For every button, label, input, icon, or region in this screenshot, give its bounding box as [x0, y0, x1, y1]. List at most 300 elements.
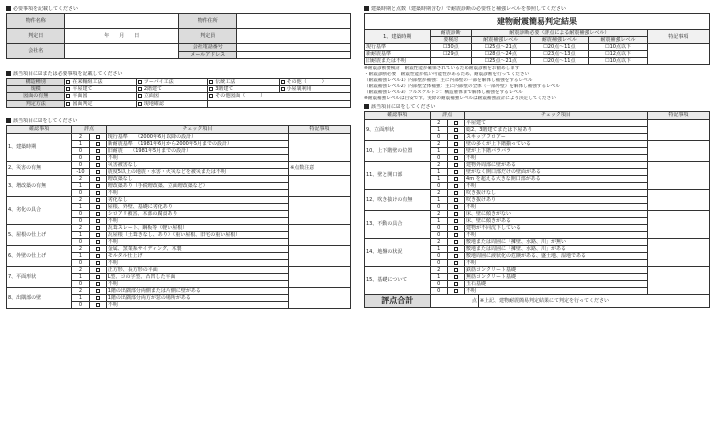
total-label: 評点合計 [365, 294, 431, 307]
check-item-name: 8、出隅部の壁 [7, 287, 72, 308]
checkbox[interactable] [454, 142, 458, 146]
result-cell[interactable]: ☐28点～24点 [471, 51, 530, 58]
check-item-text: 建物が不同沈下している [465, 224, 648, 231]
company-phone-label: 会社電話番号 [178, 44, 236, 52]
checkbox-cell[interactable] [447, 231, 464, 238]
result-cell[interactable]: ☐23点～13点 [530, 51, 589, 58]
check-item-text: 金属、窯業系サイディング、木製 [106, 245, 288, 252]
score-value: 1 [430, 273, 447, 280]
result-row-label: 現行基準 [365, 44, 431, 51]
check-item-text: 玉石基礎 [465, 280, 648, 287]
check-item-name: 3、増改築の有無 [7, 175, 72, 196]
checkbox-cell[interactable] [89, 210, 106, 217]
score-value: -10 [72, 168, 89, 175]
table-row [365, 189, 710, 196]
check-item-text: 敷地周囲に液状化の危険がある、盛土地、湿地である [465, 252, 648, 259]
check-item-name: 14、地盤の状況 [365, 238, 431, 266]
note-cell[interactable] [647, 140, 709, 161]
check-item-text: 瓦葺スレート、鋼板等（軽い屋根） [106, 224, 288, 231]
checkbox[interactable] [66, 102, 70, 106]
checkbox[interactable] [96, 170, 100, 174]
checkbox[interactable] [454, 268, 458, 272]
checkbox-cell[interactable] [89, 238, 106, 245]
spec-option[interactable]: その他図面（ ） [208, 93, 351, 100]
check-item-name: 4、劣化の具合 [7, 196, 72, 224]
checkbox-cell[interactable] [447, 161, 464, 168]
col-check-header: チェック項目 [465, 111, 648, 119]
checkbox[interactable] [96, 156, 100, 160]
col-note-header: 特記事項 [289, 125, 351, 133]
checkbox[interactable] [66, 80, 70, 84]
checkbox-cell[interactable] [89, 175, 106, 182]
note-cell[interactable] [289, 245, 351, 266]
score-value: 1 [430, 175, 447, 182]
spec-option[interactable]: 現地確認 [136, 100, 207, 107]
checkbox-cell[interactable] [447, 252, 464, 259]
checkbox-cell[interactable] [89, 231, 106, 238]
checkbox-cell[interactable] [447, 133, 464, 140]
checkbox[interactable] [138, 80, 142, 84]
result-col-level: 耐震補強レベル [471, 37, 530, 44]
checkbox-cell[interactable] [447, 245, 464, 252]
checkbox[interactable] [96, 177, 100, 181]
score-value: 2 [430, 119, 447, 126]
result-notes [364, 66, 710, 103]
section-heading: 該当項目に☑をしてください [6, 118, 351, 125]
checkbox-cell[interactable] [89, 133, 106, 140]
result-cell[interactable]: ☐25点～21点 [471, 44, 530, 51]
checkbox[interactable] [454, 135, 458, 139]
table-row [365, 266, 710, 273]
right-column [364, 6, 710, 308]
check-item-text: 正方形、長方形の平面 [106, 266, 288, 273]
checkbox[interactable] [96, 268, 100, 272]
section-heading: 必要事項を記載してください [6, 6, 351, 13]
result-cell[interactable]: ☐10点以下 [589, 44, 648, 51]
result-cell[interactable]: ☐25点～21点 [471, 58, 530, 65]
checkbox-cell[interactable] [89, 168, 106, 175]
checkbox[interactable] [454, 156, 458, 160]
check-item-text: 不明 [106, 259, 288, 266]
table-row [365, 119, 710, 126]
spec-label: 判定方法 [7, 100, 65, 107]
result-row-label: 新耐震基準 [365, 51, 431, 58]
score-value: 2 [72, 133, 89, 140]
col-item-header: 確認事項 [7, 125, 72, 133]
check-item-name: 6、外壁の仕上げ [7, 245, 72, 266]
check-item-name: 10、上下階壁の位置 [365, 140, 431, 161]
note-line: ※耐震診断要検討 耐震性能が確保されているため耐震診断をお勧めします [364, 66, 520, 71]
spec-option[interactable]: 3階建て [208, 86, 279, 93]
checkbox[interactable] [96, 142, 100, 146]
score-value: 2 [430, 210, 447, 217]
col-item-header: 確認事項 [365, 111, 431, 119]
check-item-text: 壁が上下階バラバラ [465, 147, 648, 154]
note-cell[interactable] [647, 238, 709, 266]
check-item-text: 平屋建て [465, 119, 648, 126]
note-cell[interactable] [289, 224, 351, 245]
table-row [7, 245, 351, 252]
checkbox[interactable] [454, 121, 458, 125]
note-line: （耐震補強レベル1）内部壁が補強：主に内部壁の一部を解体し補強をするレベル [364, 78, 533, 84]
checkbox-cell[interactable] [447, 182, 464, 189]
check-item-name: 1、建築時期 [7, 133, 72, 161]
note-cell[interactable]: ※点数注意 [289, 161, 351, 175]
checkbox[interactable] [138, 94, 142, 98]
check-item-text: 不明 [106, 301, 288, 308]
checkbox[interactable] [454, 261, 458, 265]
checkbox[interactable] [96, 289, 100, 293]
check-item-text: スキップフロアー [465, 133, 648, 140]
spec-option[interactable]: 小屋裏利用 [279, 86, 350, 93]
score-value: 1 [430, 147, 447, 154]
check-item-text: 建物外周部に壁がある [465, 161, 648, 168]
checkbox[interactable] [454, 128, 458, 132]
checkbox[interactable] [96, 233, 100, 237]
spec-option[interactable]: 図面判定 [65, 100, 136, 107]
checkbox[interactable] [209, 80, 213, 84]
table-row [365, 161, 710, 168]
score-value: 0 [72, 280, 89, 287]
checkbox[interactable] [96, 219, 100, 223]
check-item-text: 不明 [465, 154, 648, 161]
note-cell[interactable] [289, 266, 351, 287]
judge-date-label: 判定日 [7, 29, 65, 44]
checkbox[interactable] [281, 87, 285, 91]
checkbox-cell[interactable] [447, 168, 464, 175]
table-row [7, 196, 351, 203]
checkbox[interactable] [454, 219, 458, 223]
total-note: ※上記、建物耐震簡易判定結果にて判定を行ってください [478, 294, 709, 307]
check-item-text: 増改築なし [106, 175, 288, 182]
property-address-label: 物件住所 [178, 14, 236, 29]
judge-date-field[interactable]: 年 月 日 [65, 29, 179, 44]
check-item-text: 総2、3階建てまたは下屋あり [465, 126, 648, 133]
table-row [7, 224, 351, 231]
checkbox-cell[interactable] [447, 280, 464, 287]
inspector-field[interactable] [237, 29, 351, 44]
building-spec-table [6, 78, 351, 108]
score-value: 0 [72, 259, 89, 266]
checkbox[interactable] [454, 233, 458, 237]
note-cell[interactable] [289, 196, 351, 224]
checkbox-cell[interactable] [89, 140, 106, 147]
section-heading: 建築時期と点数（建築時期含む）で耐震診断の必要性と補強レベルを参照してください [364, 6, 710, 13]
check-item-text: 不明 [106, 189, 288, 196]
score-value: 0 [430, 287, 447, 294]
checkbox[interactable] [454, 247, 458, 251]
checkbox[interactable] [96, 205, 100, 209]
checkbox-cell[interactable] [447, 119, 464, 126]
checkbox[interactable] [96, 191, 100, 195]
checkbox[interactable] [96, 135, 100, 139]
checkbox[interactable] [96, 149, 100, 153]
checkbox-cell[interactable] [447, 196, 464, 203]
check-item-text: L型、コの字型、凸凹した平面 [106, 273, 288, 280]
property-name-field[interactable] [65, 14, 179, 29]
checkbox[interactable] [138, 102, 142, 106]
checkbox-cell[interactable] [89, 182, 106, 189]
table-row [7, 175, 351, 182]
note-cell[interactable] [647, 210, 709, 238]
checkbox[interactable] [454, 163, 458, 167]
check-item-text: 新耐震基準 （1981年6月から2000年5月までの設計） [106, 140, 288, 147]
spec-option[interactable]: 在来軸組工法 [65, 79, 136, 86]
checkbox-cell[interactable] [447, 203, 464, 210]
score-value: 2 [430, 266, 447, 273]
checkbox-cell[interactable] [89, 161, 106, 168]
check-item-text: 不明 [465, 287, 648, 294]
score-value: 1 [430, 217, 447, 224]
score-value: 2 [72, 196, 89, 203]
result-note-cell[interactable] [647, 44, 709, 65]
property-address-field[interactable] [237, 14, 351, 29]
checkbox[interactable] [454, 212, 458, 216]
check-item-text: 鉄筋コンクリート基礎 [465, 266, 648, 273]
checkbox-cell[interactable] [447, 210, 464, 217]
table-row [365, 210, 710, 217]
checkbox-cell[interactable] [89, 189, 106, 196]
score-value: 1 [72, 273, 89, 280]
score-value: 1 [430, 168, 447, 175]
checkbox[interactable] [96, 303, 100, 307]
result-cell[interactable]: ☐12点以下 [589, 51, 648, 58]
note-line: （耐震補強レベル2）内部壁全体補強：主に内部壁の全体（一部外壁）を解体し補強するレベル [364, 84, 560, 90]
spec-option[interactable]: 2階建て [136, 86, 207, 93]
checkbox[interactable] [96, 261, 100, 265]
col-check-header: チェック項目 [106, 125, 288, 133]
result-cell[interactable] [430, 58, 471, 65]
check-item-text: 4m を超える大きな開口部がある [465, 175, 648, 182]
check-item-text: 不明 [465, 231, 648, 238]
note-line: ※耐震補強レベルは目安です。実際の耐震補強レベルは耐震補強設計により決定してください [364, 96, 556, 102]
spec-option[interactable]: 平屋建て [65, 86, 136, 93]
checkbox-cell[interactable] [447, 224, 464, 231]
checkbox-cell[interactable] [89, 273, 106, 280]
check-item-text: 現行基準 （2000年6月以降の設計） [106, 133, 288, 140]
score-value: 1 [430, 126, 447, 133]
checkbox[interactable] [138, 87, 142, 91]
checkbox-cell[interactable] [89, 203, 106, 210]
checkbox[interactable] [454, 289, 458, 293]
checkbox-cell[interactable] [89, 294, 106, 301]
check-item-text: 敷地または周囲に「擁壁、水路、川」が無い [465, 238, 648, 245]
checkbox-cell[interactable] [447, 238, 464, 245]
result-col-diag: 耐震診断 [430, 30, 471, 37]
checklist-table-right [364, 111, 710, 295]
checkbox-cell[interactable] [89, 252, 106, 259]
spec-label: 図面の有無 [7, 93, 65, 100]
spec-option[interactable]: その他（ ） [279, 79, 350, 86]
checkbox-cell[interactable] [89, 280, 106, 287]
score-value: 0 [430, 259, 447, 266]
checkbox[interactable] [454, 205, 458, 209]
checkbox-cell[interactable] [89, 217, 106, 224]
score-value: 1 [72, 252, 89, 259]
spec-option[interactable]: 伝統工法 [208, 79, 279, 86]
score-value: 0 [430, 280, 447, 287]
note-cell[interactable] [289, 133, 351, 161]
check-item-text: 吹き抜けなし [465, 189, 648, 196]
col-score-header: 評点 [72, 125, 106, 133]
score-value: 0 [430, 252, 447, 259]
check-item-text: 不明 [465, 203, 648, 210]
checkbox[interactable] [454, 149, 458, 153]
checkbox[interactable] [96, 226, 100, 230]
result-cell[interactable]: ☐20点～11点 [530, 58, 589, 65]
check-item-text: 屋根、外壁、基礎に劣化あり [106, 203, 288, 210]
check-item-text: 床、壁に傾きがない [465, 210, 648, 217]
check-item-name: 2、災害の有無 [7, 161, 72, 175]
checkbox[interactable] [281, 80, 285, 84]
checkbox-cell[interactable] [447, 273, 464, 280]
spec-label: 規模 [7, 86, 65, 93]
score-value: 1 [430, 245, 447, 252]
checkbox[interactable] [96, 247, 100, 251]
score-value: 2 [72, 245, 89, 252]
checkbox[interactable] [454, 240, 458, 244]
checkbox-cell[interactable] [89, 224, 106, 231]
checkbox[interactable] [96, 163, 100, 167]
note-cell[interactable] [289, 287, 351, 308]
checkbox[interactable] [454, 282, 458, 286]
note-cell[interactable] [647, 119, 709, 140]
score-value: 1 [72, 140, 89, 147]
checkbox-cell[interactable] [447, 126, 464, 133]
check-item-text: シロアリ被害、木部の腐食あり [106, 210, 288, 217]
score-value: 0 [430, 133, 447, 140]
col-note-header: 特記事項 [647, 111, 709, 119]
check-item-text: 敷地または周囲に「擁壁、水路、川」がある [465, 245, 648, 252]
checkbox[interactable] [96, 240, 100, 244]
checkbox[interactable] [96, 275, 100, 279]
checkbox-cell[interactable] [447, 259, 464, 266]
check-item-text: 1階の出隅部分両側または片側に壁がある [106, 287, 288, 294]
checkbox-cell[interactable] [89, 196, 106, 203]
result-cell[interactable]: ☐29点 [430, 51, 471, 58]
check-item-text: 床、壁に傾きがある [465, 217, 648, 224]
check-item-name: 11、壁と開口部 [365, 161, 431, 189]
col-score-header: 評点 [430, 111, 465, 119]
checkbox[interactable] [96, 184, 100, 188]
table-row [365, 238, 710, 245]
checkbox-cell[interactable] [89, 245, 106, 252]
check-item-text: 不明 [106, 238, 288, 245]
score-value: 0 [72, 147, 89, 154]
check-item-text: 不明 [106, 280, 288, 287]
note-cell[interactable] [647, 189, 709, 210]
note-cell[interactable] [647, 161, 709, 189]
note-cell[interactable] [289, 175, 351, 196]
checkbox-cell[interactable] [447, 175, 464, 182]
check-item-text: 劣化なし [106, 196, 288, 203]
left-column [6, 6, 351, 309]
checkbox[interactable] [454, 170, 458, 174]
score-value: 0 [430, 182, 447, 189]
note-cell[interactable] [647, 266, 709, 294]
table-row [7, 133, 351, 140]
check-item-text: モルタル仕上げ [106, 252, 288, 259]
checkbox-cell[interactable] [447, 266, 464, 273]
result-col-level: 耐震補強レベル [530, 37, 589, 44]
check-item-text: 不明 [465, 182, 648, 189]
email-field[interactable] [237, 51, 351, 59]
checkbox[interactable] [96, 212, 100, 216]
result-cell[interactable]: ☐30点 [430, 44, 471, 51]
checkbox[interactable] [454, 184, 458, 188]
check-item-name: 9、立面形状 [365, 119, 431, 140]
checkbox-cell[interactable] [89, 154, 106, 161]
result-cell[interactable]: ☐10点以下 [589, 58, 648, 65]
checkbox-cell[interactable] [89, 147, 106, 154]
spec-option[interactable]: 立面図 [136, 93, 207, 100]
score-value: 0 [430, 154, 447, 161]
checkbox[interactable] [66, 94, 70, 98]
check-item-text: 壁がなく開口部だけの壁面がある [465, 168, 648, 175]
score-value: 2 [430, 238, 447, 245]
spec-option[interactable]: ツーバイ工法 [136, 79, 207, 86]
checkbox[interactable] [454, 177, 458, 181]
checkbox-cell[interactable] [89, 287, 106, 294]
checkbox[interactable] [454, 226, 458, 230]
check-item-text: 増改築あり（手続増改築、立面増改築など） [106, 182, 288, 189]
checkbox-cell[interactable] [89, 266, 106, 273]
checkbox[interactable] [454, 254, 458, 258]
inspector-label: 判定員 [178, 29, 236, 44]
checkbox[interactable] [96, 282, 100, 286]
score-value: 0 [72, 238, 89, 245]
checkbox-cell[interactable] [447, 147, 464, 154]
score-value: 0 [430, 224, 447, 231]
checkbox-cell[interactable] [447, 217, 464, 224]
checkbox[interactable] [209, 87, 213, 91]
check-item-text: 1階の出隅部分両方が窓の場所がある [106, 294, 288, 301]
score-value: 2 [72, 175, 89, 182]
check-item-text: 吹き抜けあり [465, 196, 648, 203]
table-row [7, 161, 351, 168]
table-row [365, 140, 710, 147]
result-cell[interactable]: ☐20点～11点 [530, 44, 589, 51]
score-value: 1 [72, 294, 89, 301]
score-value: 0 [430, 231, 447, 238]
company-phone-field[interactable] [237, 44, 351, 52]
score-value: 0 [72, 154, 89, 161]
checkbox-cell[interactable] [447, 189, 464, 196]
checkbox[interactable] [96, 198, 100, 202]
checkbox[interactable] [96, 254, 100, 258]
checkbox-cell[interactable] [447, 140, 464, 147]
company-label: 会社名 [7, 44, 65, 59]
checkbox-cell[interactable] [89, 259, 106, 266]
checkbox-cell[interactable] [447, 154, 464, 161]
checkbox[interactable] [96, 296, 100, 300]
checkbox[interactable] [66, 87, 70, 91]
checkbox[interactable] [454, 275, 458, 279]
result-col-note: 特記事項 [647, 30, 709, 44]
checkbox[interactable] [454, 198, 458, 202]
score-value: 0 [72, 189, 89, 196]
checkbox[interactable] [209, 94, 213, 98]
check-item-text: 無筋コンクリート基礎 [465, 273, 648, 280]
note-line: ・耐震診断必要 耐震性能が低い可能性があるため、耐震診断を行ってください [364, 72, 530, 78]
check-item-text: 不明 [106, 217, 288, 224]
checkbox-cell[interactable] [89, 301, 106, 308]
company-field[interactable] [65, 44, 179, 59]
score-value: 2 [430, 140, 447, 147]
total-score-field[interactable]: 点 [430, 294, 478, 307]
checkbox[interactable] [454, 191, 458, 195]
spec-option[interactable]: 平面図 [65, 93, 136, 100]
